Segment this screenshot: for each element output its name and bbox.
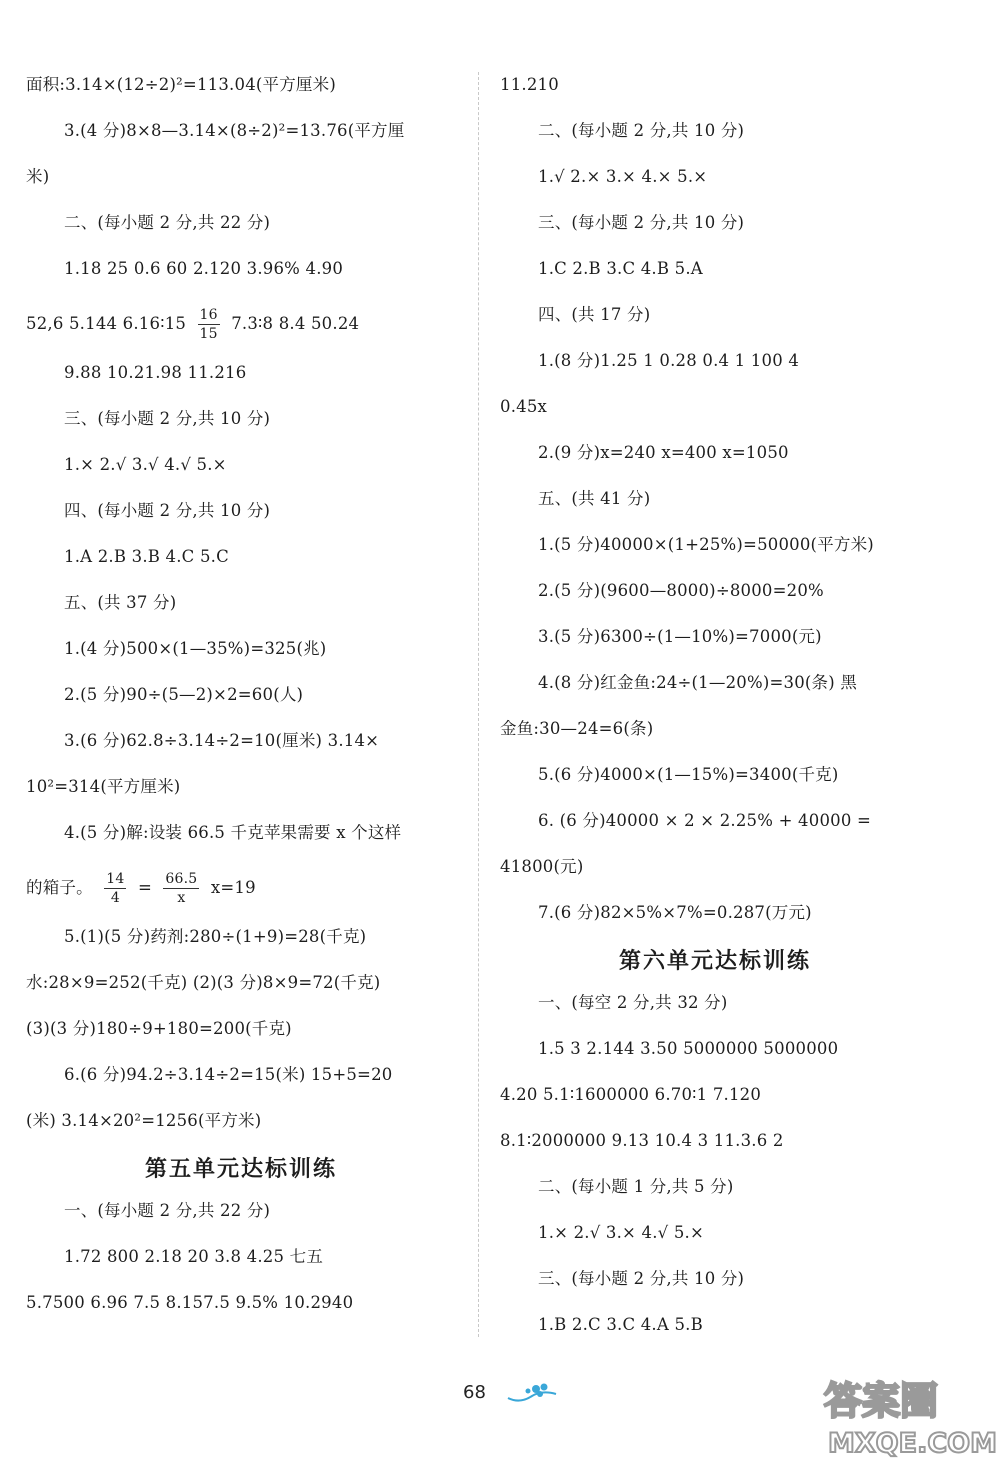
answer-text: 的箱子。 xyxy=(26,878,93,897)
answer-line: 5.(6 分)4000×(1—15%)=3400(千克) xyxy=(538,765,839,784)
answer-line: 1.(5 分)40000×(1+25%)=50000(平方米) xyxy=(538,535,874,554)
answer-line: 4.20 5.1∶1600000 6.70∶1 7.120 xyxy=(500,1085,762,1104)
answer-line: 8.1∶2000000 9.13 10.4 3 11.3.6 2 xyxy=(500,1131,784,1150)
fraction xyxy=(104,870,126,907)
answer-line: 1.(8 分)1.25 1 0.28 0.4 1 100 4 xyxy=(538,351,800,370)
answer-line: 1.× 2.√ 3.√ 4.√ 5.× xyxy=(64,455,227,474)
answer-line: 4.(5 分)解:设装 66.5 千克苹果需要 x 个这样 xyxy=(64,823,402,842)
answer-line-with-fraction xyxy=(26,298,456,356)
answer-line: 3.(4 分)8×8—3.14×(8÷2)²=13.76(平方厘 xyxy=(64,121,405,140)
section-header: 一、(每空 2 分,共 32 分) xyxy=(538,993,728,1012)
answer-text: x=19 xyxy=(210,878,256,897)
answer-line: 1.72 800 2.18 20 3.8 4.25 七五 xyxy=(64,1247,324,1266)
answer-line: 5.(1)(5 分)药剂:280÷(1+9)=28(千克) xyxy=(64,927,367,946)
fraction xyxy=(198,306,220,343)
section-header: 三、(每小题 2 分,共 10 分) xyxy=(538,1269,745,1288)
page-number: 68 xyxy=(463,1382,486,1403)
answer-line: 1.B 2.C 3.C 4.A 5.B xyxy=(538,1315,703,1334)
fraction-numerator: 66.5 xyxy=(165,871,198,887)
answer-line-with-fraction xyxy=(26,862,456,920)
answer-line: 1.5 3 2.144 3.50 5000000 5000000 xyxy=(538,1039,839,1058)
answer-line: 9.88 10.21.98 11.216 xyxy=(64,363,247,382)
answer-text: 7.3∶8 8.4 50.24 xyxy=(231,314,360,333)
answer-line: 4.(8 分)红金鱼:24÷(1—20%)=30(条) 黑 xyxy=(538,673,858,692)
section-header: 五、(共 41 分) xyxy=(538,489,651,508)
watermark-text: 答案圈 xyxy=(824,1379,939,1423)
answer-line: 5.7500 6.96 7.5 8.157.5 9.5% 10.2940 xyxy=(26,1293,354,1312)
column-divider xyxy=(478,72,479,1337)
answer-line: 6.(6 分)94.2÷3.14÷2=15(米) 15+5=20 xyxy=(64,1065,393,1084)
answer-line: 面积:3.14×(12÷2)²=113.04(平方厘米) xyxy=(26,75,336,94)
answer-line: 1.C 2.B 3.C 4.B 5.A xyxy=(538,259,703,278)
section-header: 三、(每小题 2 分,共 10 分) xyxy=(64,409,271,428)
answer-line: 1.√ 2.× 3.× 4.× 5.× xyxy=(538,167,708,186)
fraction-denominator: x xyxy=(177,890,186,906)
answer-line: 6. (6 分)40000 × 2 × 2.25% + 40000 = xyxy=(538,811,872,830)
answer-line: 7.(6 分)82×5%×7%=0.287(万元) xyxy=(538,903,812,922)
answer-line: 米) xyxy=(26,167,50,186)
fraction xyxy=(163,870,199,907)
answer-line: 3.(6 分)62.8÷3.14÷2=10(厘米) 3.14× xyxy=(64,731,380,750)
equals-sign: = xyxy=(137,878,152,897)
answer-line: 1.(4 分)500×(1—35%)=325(兆) xyxy=(64,639,327,658)
section-header: 二、(每小题 1 分,共 5 分) xyxy=(538,1177,734,1196)
watermark-logo xyxy=(818,1372,998,1462)
section-header: 三、(每小题 2 分,共 10 分) xyxy=(538,213,745,232)
answer-line: 41800(元) xyxy=(500,857,584,876)
section-header: 四、(每小题 2 分,共 10 分) xyxy=(64,501,271,520)
section-header: 二、(每小题 2 分,共 22 分) xyxy=(64,213,271,232)
watermark-url: MXQE.COM xyxy=(828,1428,997,1458)
answer-line: 1.A 2.B 3.B 4.C 5.C xyxy=(64,547,229,566)
answer-line: 水:28×9=252(千克) (2)(3 分)8×9=72(千克) xyxy=(26,973,381,992)
right-column xyxy=(500,68,930,1354)
section-header: 四、(共 17 分) xyxy=(538,305,651,324)
answer-line: 金鱼:30—24=6(条) xyxy=(500,719,654,738)
section-header: 五、(共 37 分) xyxy=(64,593,177,612)
answer-line: 3.(5 分)6300÷(1—10%)=7000(元) xyxy=(538,627,822,646)
section-header: 二、(每小题 2 分,共 10 分) xyxy=(538,121,745,140)
fraction-denominator: 4 xyxy=(110,890,120,906)
unit-heading: 第五单元达标训练 xyxy=(144,1157,337,1182)
left-column xyxy=(26,68,456,1332)
answer-line: 11.210 xyxy=(500,75,559,94)
fraction-denominator: 15 xyxy=(199,326,218,342)
fraction-numerator: 14 xyxy=(106,871,125,887)
unit-heading: 第六单元达标训练 xyxy=(618,949,811,974)
answer-line: 2.(9 分)x=240 x=400 x=1050 xyxy=(538,443,789,462)
answer-line: 0.45x xyxy=(500,397,548,416)
answer-line: 1.18 25 0.6 60 2.120 3.96% 4.90 xyxy=(64,259,344,278)
answer-line: 1.× 2.√ 3.× 4.√ 5.× xyxy=(538,1223,704,1242)
answer-line: (米) 3.14×20²=1256(平方米) xyxy=(26,1111,262,1130)
answer-line: 2.(5 分)90÷(5—2)×2=60(人) xyxy=(64,685,304,704)
fraction-numerator: 16 xyxy=(199,307,218,323)
answer-line: 2.(5 分)(9600—8000)÷8000=20% xyxy=(538,581,824,600)
answer-line: 10²=314(平方厘米) xyxy=(26,777,181,796)
answer-text: 52,6 5.144 6.16∶15 xyxy=(26,314,187,333)
section-header: 一、(每小题 2 分,共 22 分) xyxy=(64,1201,271,1220)
answer-line: (3)(3 分)180÷9+180=200(千克) xyxy=(26,1019,292,1038)
flower-ornament-icon xyxy=(506,1380,558,1410)
